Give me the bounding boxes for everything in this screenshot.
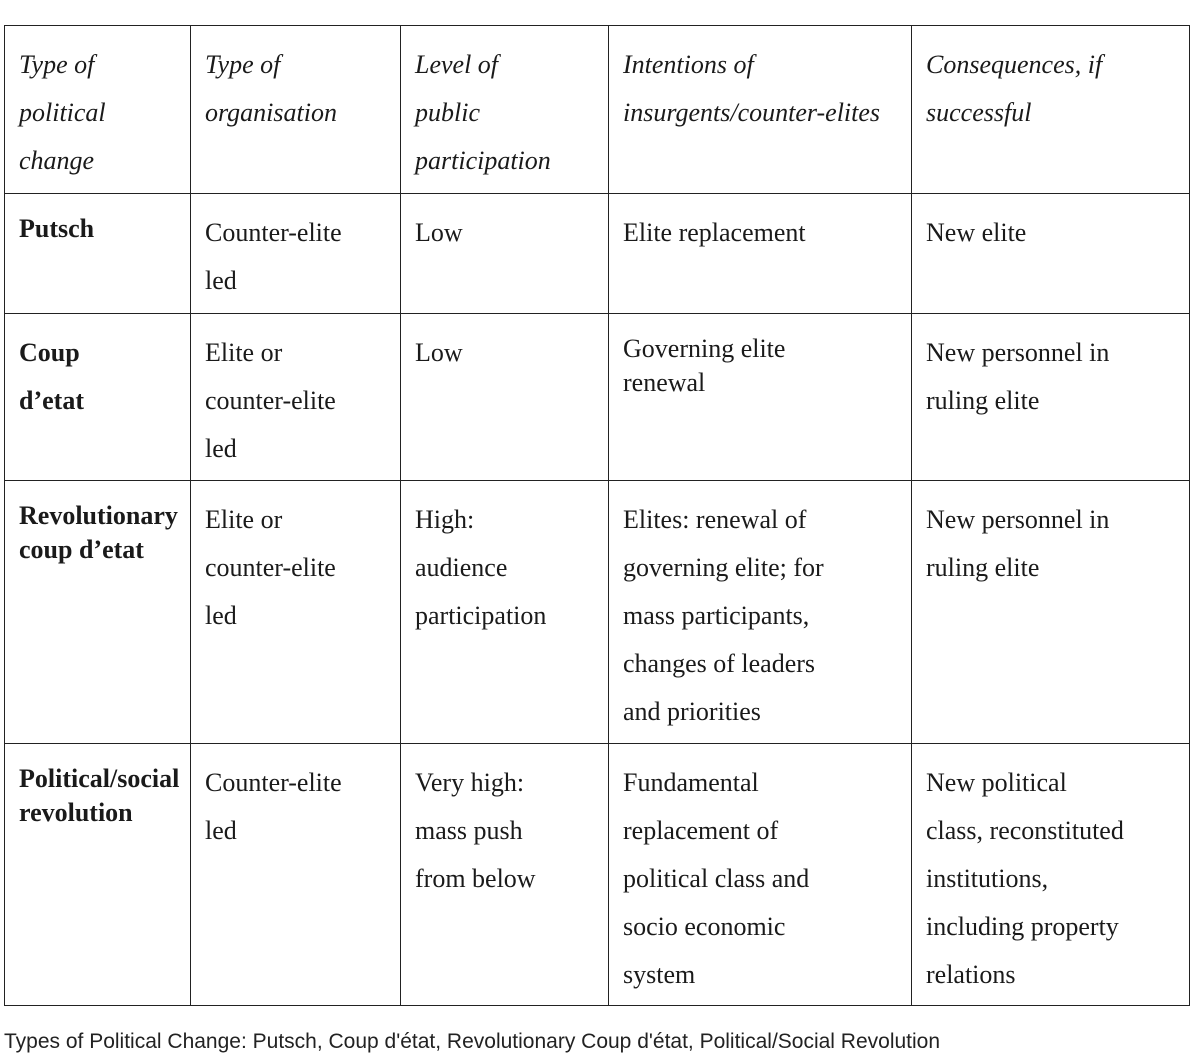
header-type-of-change: Type of political change bbox=[5, 26, 191, 194]
cell-participation: High: audience participation bbox=[401, 481, 609, 744]
cell-intentions: Fundamental replacement of political class and socio economic system bbox=[609, 744, 912, 1006]
cell-consequences: New personnel in ruling elite bbox=[912, 314, 1190, 481]
table-row bbox=[5, 744, 1190, 1006]
header-intentions: Intentions of insurgents/counter-elites bbox=[609, 26, 912, 194]
row-label-revolution: Political/social revolution bbox=[5, 744, 191, 1006]
header-level-of-participation: Level of public participation bbox=[401, 26, 609, 194]
header-type-of-organisation: Type of organisation bbox=[191, 26, 401, 194]
cell-organisation: Elite or counter-elite led bbox=[191, 314, 401, 481]
cell-consequences: New political class, reconstituted institutions, including property relations bbox=[912, 744, 1190, 1006]
row-label-coup: Coup d’etat bbox=[5, 314, 191, 481]
table-row bbox=[5, 314, 1190, 481]
cell-organisation: Counter-elite led bbox=[191, 744, 401, 1006]
political-change-table bbox=[4, 25, 1190, 1006]
table-caption: Types of Political Change: Putsch, Coup d'état, Revolutionary Coup d'état, Political/Social Revolution bbox=[4, 1030, 941, 1053]
cell-intentions: Governing elite renewal bbox=[609, 314, 912, 481]
row-label-revolutionary-coup: Revolutionary coup d’etat bbox=[5, 481, 191, 744]
cell-intentions: Elite replacement bbox=[609, 194, 912, 314]
cell-participation: Low bbox=[401, 194, 609, 314]
cell-participation: Very high: mass push from below bbox=[401, 744, 609, 1006]
row-label-putsch: Putsch bbox=[5, 194, 191, 314]
table-row bbox=[5, 481, 1190, 744]
cell-intentions: Elites: renewal of governing elite; for mass participants, changes of leaders and priorities bbox=[609, 481, 912, 744]
table-header-row bbox=[5, 26, 1190, 194]
cell-consequences: New elite bbox=[912, 194, 1190, 314]
header-consequences: Consequences, if successful bbox=[912, 26, 1190, 194]
table-row bbox=[5, 194, 1190, 314]
cell-consequences: New personnel in ruling elite bbox=[912, 481, 1190, 744]
cell-participation: Low bbox=[401, 314, 609, 481]
cell-organisation: Counter-elite led bbox=[191, 194, 401, 314]
cell-organisation: Elite or counter-elite led bbox=[191, 481, 401, 744]
